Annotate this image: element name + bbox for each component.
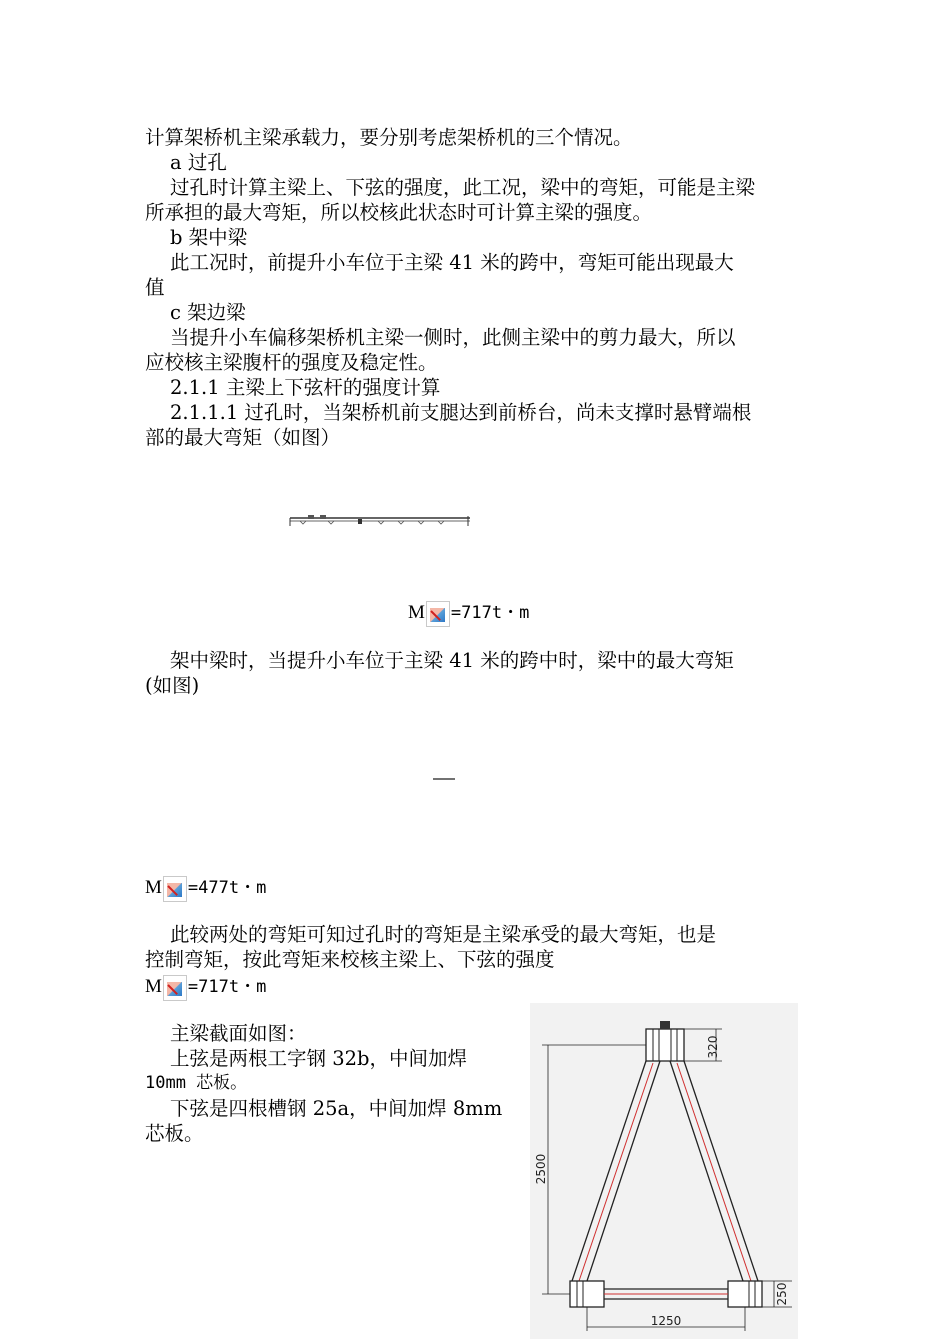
section-2-1-1-heading: 2.1.1 主梁上下弦杆的强度计算: [170, 376, 441, 399]
comparison-line1: 此较两处的弯矩可知过孔时的弯矩是主梁承受的最大弯矩，也是: [170, 923, 717, 946]
section-2-1-1-1-line2: 部的最大弯矩（如图）: [145, 426, 341, 449]
dimension-label-height: 2500: [534, 1153, 548, 1185]
section-heading: 主梁截面如图：: [170, 1022, 307, 1045]
upper-chord-line1: 上弦是两根工字钢 32b，中间加焊: [170, 1047, 467, 1070]
intro-paragraph: 计算架桥机主梁承载力，要分别考虑架桥机的三个情况。: [145, 126, 633, 149]
lower-chord-line1: 下弦是四根槽钢 25a，中间加焊 8mm: [170, 1097, 503, 1120]
case-c-heading: c 架边梁: [170, 301, 246, 324]
moment-equation-3: [145, 974, 266, 1001]
case-b-heading: b 架中梁: [170, 226, 248, 249]
moment-symbol: M: [408, 602, 425, 623]
mid-beam-line2: (如图): [145, 674, 200, 697]
case-b-text-line1: 此工况时，前提升小车位于主梁 41 米的跨中，弯矩可能出现最大: [170, 251, 734, 274]
broken-image-icon: [163, 876, 187, 902]
comparison-line2: 控制弯矩，按此弯矩来校核主梁上、下弦的强度: [145, 948, 555, 971]
lower-chord-line2: 芯板。: [145, 1122, 204, 1145]
moment-equation-2: [145, 875, 266, 902]
mid-beam-line1: 架中梁时，当提升小车位于主梁 41 米的跨中时，梁中的最大弯矩: [170, 649, 734, 672]
case-a-heading: a 过孔: [170, 151, 227, 174]
case-a-text-line2: 所承担的最大弯矩，所以校核此状态时可计算主梁的强度。: [145, 201, 653, 224]
dimension-label-bottom: 250: [775, 1282, 789, 1306]
broken-image-icon: [426, 601, 450, 627]
moment-value: =717t・m: [187, 977, 267, 997]
broken-image-icon: [163, 975, 187, 1001]
dimension-label-top: 320: [706, 1035, 720, 1059]
case-c-text-line2: 应校核主梁腹杆的强度及稳定性。: [145, 351, 438, 374]
cantilever-beam-diagram: [288, 512, 472, 528]
upper-chord-line2: 10mm 芯板。: [145, 1073, 248, 1093]
moment-equation-1: [408, 600, 529, 627]
moment-symbol: M: [145, 976, 162, 997]
moment-value: =717t・m: [450, 603, 530, 623]
dimension-label-width: 1250: [650, 1314, 682, 1328]
case-c-text-line1: 当提升小车偏移架桥机主梁一侧时，此侧主梁中的剪力最大，所以: [170, 326, 736, 349]
section-2-1-1-1-line1: 2.1.1.1 过孔时，当架桥机前支腿达到前桥台，尚未支撑时悬臂端根: [170, 401, 752, 424]
moment-symbol: M: [145, 877, 162, 898]
girder-cross-section-figure: [530, 1003, 798, 1339]
case-a-text-line1: 过孔时计算主梁上、下弦的强度，此工况，梁中的弯矩，可能是主梁: [170, 176, 756, 199]
moment-value: =477t・m: [187, 878, 267, 898]
mid-span-beam-diagram: [432, 776, 456, 782]
case-b-text-line2: 值: [145, 276, 165, 299]
